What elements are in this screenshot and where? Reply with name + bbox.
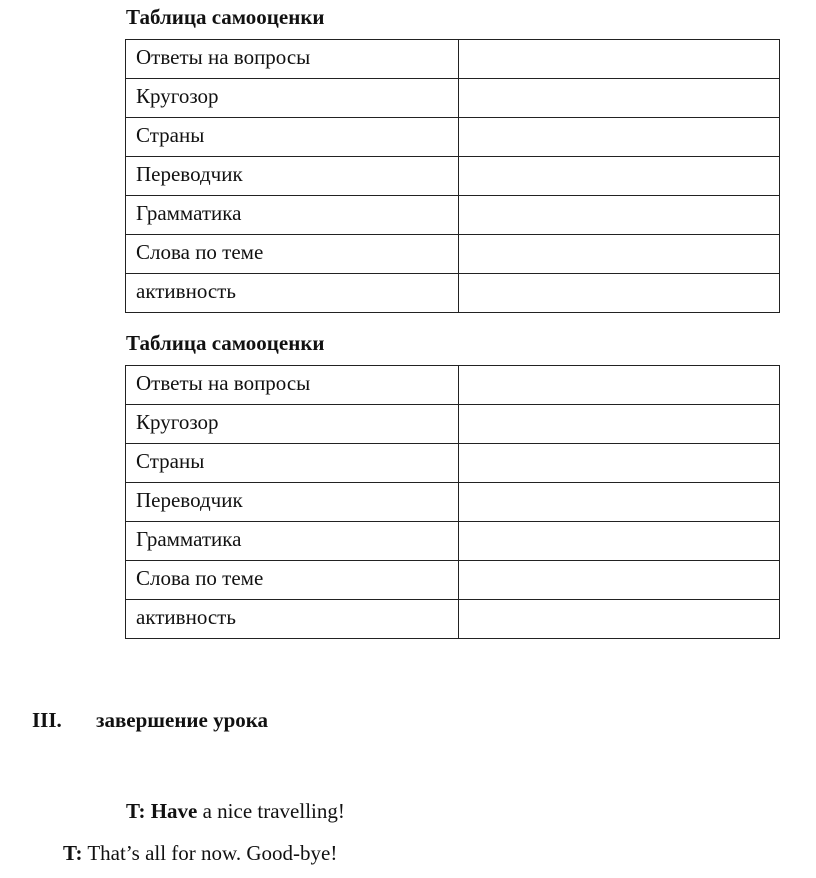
table-row [126,405,780,444]
table-row [126,196,780,235]
section-title: завершение урока [96,708,269,732]
row-label: активность [126,274,459,313]
row-value-cell [459,40,780,79]
section-number: III. [32,708,62,732]
row-label: Страны [126,444,459,483]
table-row [126,79,780,118]
row-label: Грамматика [126,196,459,235]
table-row [126,157,780,196]
table-row [126,40,780,79]
row-label: Слова по теме [126,235,459,274]
dialogue-line-1 [126,798,345,824]
row-value-cell [459,235,780,274]
table-row [126,561,780,600]
row-label: Кругозор [126,79,459,118]
row-label: Грамматика [126,522,459,561]
row-value-cell [459,522,780,561]
dialogue-text: That’s all for now. Good-bye! [82,841,338,865]
row-label: Слова по теме [126,561,459,600]
row-value-cell [459,79,780,118]
table-row [126,118,780,157]
row-value-cell [459,118,780,157]
row-value-cell [459,600,780,639]
row-label: Страны [126,118,459,157]
row-label: Кругозор [126,405,459,444]
table-row [126,522,780,561]
row-label: Ответы на вопросы [126,366,459,405]
table-row [126,366,780,405]
table-row [126,444,780,483]
speaker-label: T: [126,799,146,823]
table-title-2: Таблица самооценки [126,331,325,355]
dialogue-text: a nice travelling! [197,799,345,823]
speaker-label: T: [63,841,83,865]
row-value-cell [459,366,780,405]
section-heading [32,707,268,733]
row-value-cell [459,405,780,444]
self-assessment-table-2 [125,365,780,639]
row-label: Ответы на вопросы [126,40,459,79]
row-value-cell [459,483,780,522]
row-label: активность [126,600,459,639]
row-value-cell [459,561,780,600]
row-label: Переводчик [126,483,459,522]
table-row [126,600,780,639]
self-assessment-table-1 [125,39,780,313]
table-row [126,235,780,274]
emphasized-word: Have [150,799,198,823]
row-label: Переводчик [126,157,459,196]
row-value-cell [459,274,780,313]
table-title-1: Таблица самооценки [126,5,325,29]
row-value-cell [459,444,780,483]
table-row [126,483,780,522]
row-value-cell [459,196,780,235]
row-value-cell [459,157,780,196]
table-row [126,274,780,313]
dialogue-line-2 [63,840,337,866]
